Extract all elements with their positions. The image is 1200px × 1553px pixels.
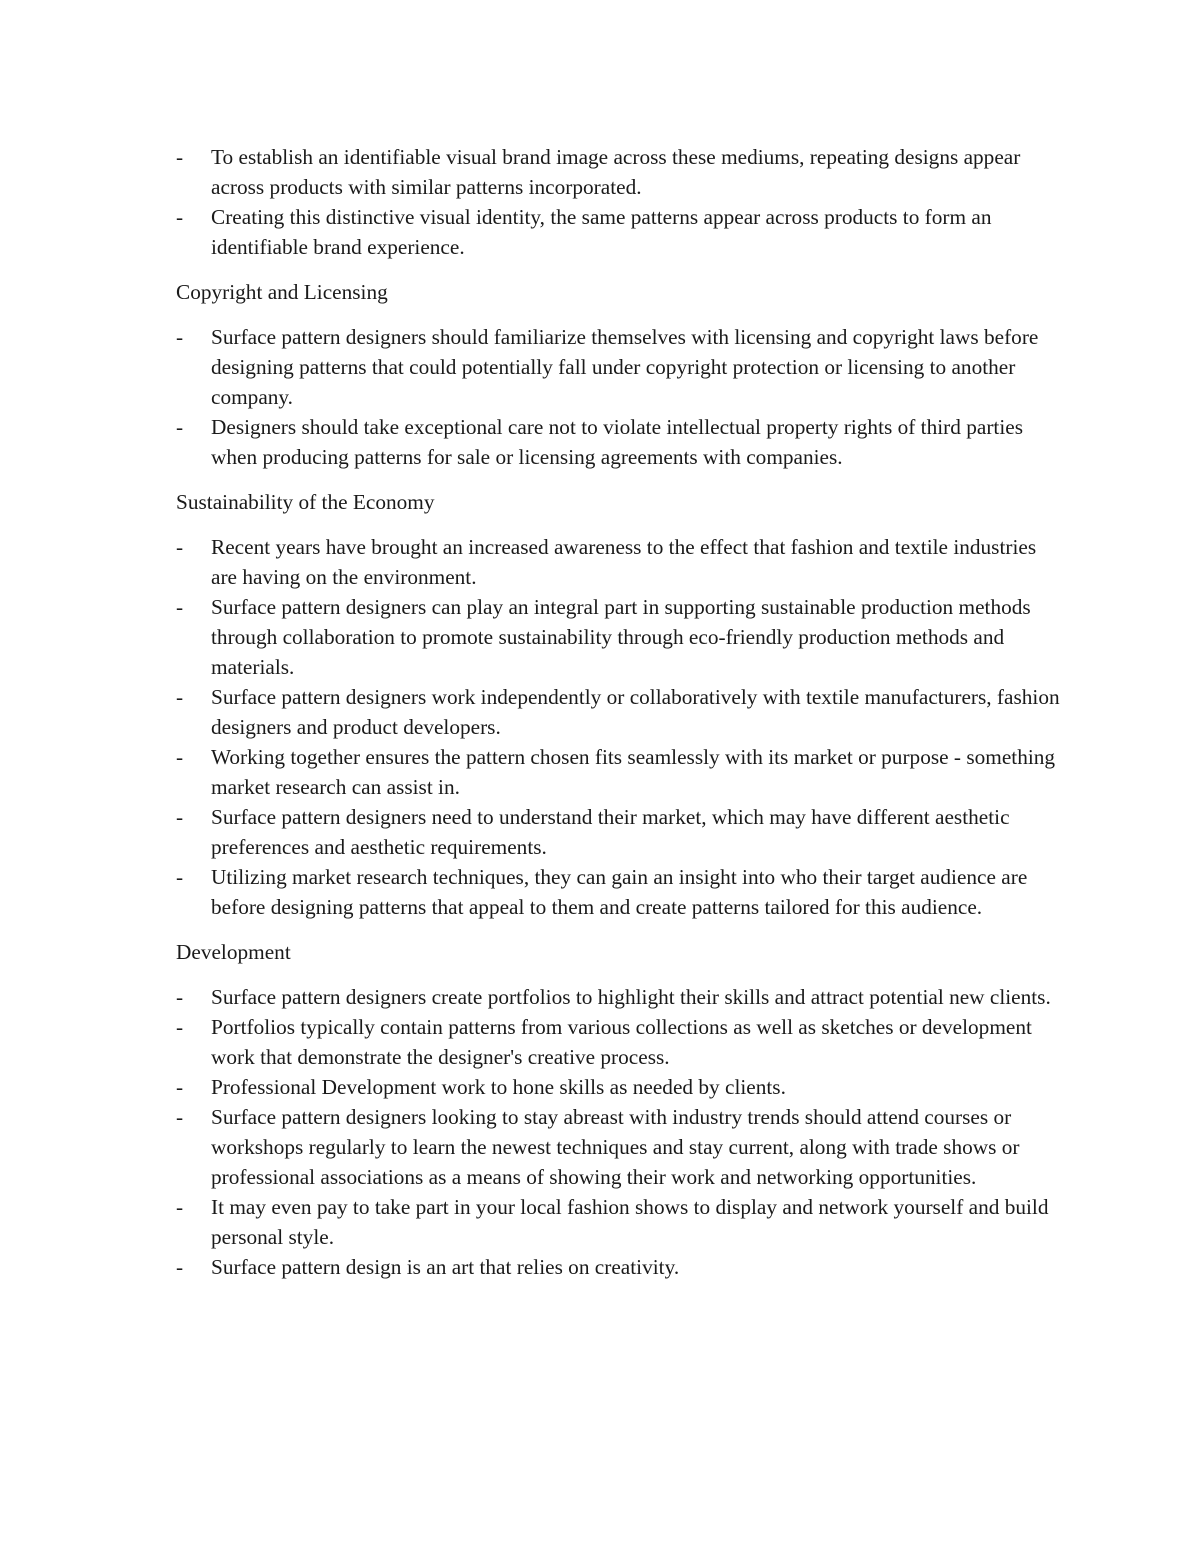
list-item-text: It may even pay to take part in your local fashion shows to display and network yourself and build personal style. [211, 1195, 1049, 1249]
copyright-bullet-list [176, 322, 1066, 472]
list-item-text: Surface pattern designers can play an integral part in supporting sustainable production methods through collaboration to promote sustainability through eco-friendly production methods and materials. [211, 595, 1031, 679]
bullet-dash: - [176, 415, 184, 439]
list-item [176, 592, 1066, 682]
bullet-dash: - [176, 1075, 184, 1099]
list-item [176, 802, 1066, 862]
section-heading-copyright: Copyright and Licensing [176, 280, 388, 304]
list-item-text: Surface pattern designers looking to stay abreast with industry trends should attend courses or workshops regularly to learn the newest techniques and stay current, along with trade shows or professional associations as a means of showing their work and networking opportunities. [211, 1105, 1020, 1189]
list-item [176, 412, 1066, 472]
bullet-dash: - [176, 325, 184, 349]
list-item-text: Utilizing market research techniques, they can gain an insight into who their target audience are before designing patterns that appeal to them and create patterns tailored for this audience. [211, 865, 1028, 919]
list-item [176, 682, 1066, 742]
list-item [176, 202, 1066, 262]
intro-bullet-list [176, 142, 1066, 262]
bullet-dash: - [176, 685, 184, 709]
list-item-text: Surface pattern designers should familiarize themselves with licensing and copyright laws before designing patterns that could potentially fall under copyright protection or licensing to another company. [211, 325, 1039, 409]
list-item [176, 862, 1066, 922]
list-item [176, 982, 1066, 1012]
list-item-text: Surface pattern design is an art that relies on creativity. [211, 1255, 680, 1279]
list-item [176, 1012, 1066, 1072]
bullet-dash: - [176, 145, 184, 169]
list-item [176, 1252, 1066, 1282]
list-item-text: Creating this distinctive visual identity, the same patterns appear across products to form an identifiable brand experience. [211, 205, 992, 259]
sustainability-bullet-list [176, 532, 1066, 922]
bullet-dash: - [176, 985, 184, 1009]
bullet-dash: - [176, 1015, 184, 1039]
bullet-dash: - [176, 595, 184, 619]
list-item-text: Surface pattern designers create portfolios to highlight their skills and attract potential new clients. [211, 985, 1051, 1009]
list-item-text: Working together ensures the pattern chosen fits seamlessly with its market or purpose - something market research can assist in. [211, 745, 1056, 799]
list-item-text: Surface pattern designers need to understand their market, which may have different aesthetic preferences and aesthetic requirements. [211, 805, 1010, 859]
bullet-dash: - [176, 205, 184, 229]
section-heading-development: Development [176, 940, 291, 964]
list-item [176, 1192, 1066, 1252]
bullet-dash: - [176, 865, 184, 889]
development-bullet-list [176, 982, 1066, 1282]
bullet-dash: - [176, 535, 184, 559]
list-item-text: To establish an identifiable visual brand image across these mediums, repeating designs appear across products with similar patterns incorporated. [211, 145, 1021, 199]
bullet-dash: - [176, 1195, 184, 1219]
list-item [176, 1102, 1066, 1192]
list-item [176, 142, 1066, 202]
list-item-text: Portfolios typically contain patterns from various collections as well as sketches or development work that demonstrate the designer's creative process. [211, 1015, 1032, 1069]
list-item [176, 1072, 1066, 1102]
list-item-text: Recent years have brought an increased awareness to the effect that fashion and textile industries are having on the environment. [211, 535, 1037, 589]
bullet-dash: - [176, 745, 184, 769]
list-item [176, 742, 1066, 802]
list-item-text: Designers should take exceptional care not to violate intellectual property rights of third parties when producing patterns for sale or licensing agreements with companies. [211, 415, 1023, 469]
list-item-text: Professional Development work to hone skills as needed by clients. [211, 1075, 786, 1099]
list-item [176, 532, 1066, 592]
document-body [176, 142, 1066, 1282]
section-heading-sustainability: Sustainability of the Economy [176, 490, 435, 514]
bullet-dash: - [176, 805, 184, 829]
list-item-text: Surface pattern designers work independently or collaboratively with textile manufacturers, fashion designers and product developers. [211, 685, 1060, 739]
bullet-dash: - [176, 1255, 184, 1279]
list-item [176, 322, 1066, 412]
bullet-dash: - [176, 1105, 184, 1129]
